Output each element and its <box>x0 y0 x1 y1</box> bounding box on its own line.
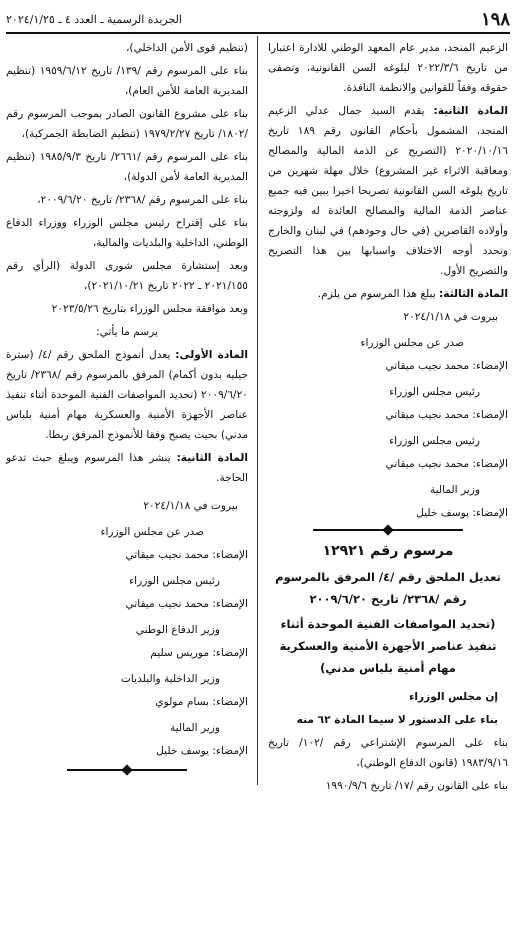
basis-line: بناء على القانون رقم /١٧/ تاريخ ١٩٩٠/٩/٦ <box>325 780 508 792</box>
signature-line: رئيس مجلس الوزراء <box>389 435 480 447</box>
signature-line: الإمضاء: موريس سليم <box>150 647 248 659</box>
signature-line: وزير الدفاع الوطني <box>135 624 220 636</box>
page-header <box>6 6 510 34</box>
left-column <box>6 38 248 781</box>
council-heading: إن مجلس الوزراء <box>408 691 498 703</box>
basis-line: بناء على المرسوم رقم /١٣٩/ تاريخ ١٩٥٩/٦/١٢ (تنظيم المديرية العامة للأمن العام)، <box>6 65 248 97</box>
article-text: يبلغ هذا المرسوم من يلزم. <box>317 288 436 300</box>
article-label: المادة الثانية: <box>433 105 508 117</box>
signature-line: رئيس مجلس الوزراء <box>389 386 480 398</box>
decree-title: مرسوم رقم ١٢٩٢١ <box>322 543 454 559</box>
signature-line: الإمضاء: محمد نجيب ميقاتي <box>385 458 508 470</box>
decree-subtitle: (تحديد المواصفات الفنية الموحدة أثناء تنفيذ عناصر الأجهزة الأمنية والعسكرية مهام أمنية بلباس مدني) <box>279 617 497 675</box>
signature-line: الإمضاء: يوسف خليل <box>156 745 248 757</box>
signature-line: صدر عن مجلس الوزراء <box>360 337 464 349</box>
signature-line: الإمضاء: بسام مولوي <box>155 696 248 708</box>
article-label: المادة الثانية: <box>176 452 248 464</box>
basis-line: بناء على المرسوم الإشتراعي رقم /١٠٢/ تاريخ ١٩٨٣/٩/١٦ (قانون الدفاع الوطني)، <box>268 737 508 769</box>
column-divider <box>257 36 258 785</box>
signature-line: الإمضاء: محمد نجيب ميقاتي <box>125 598 248 610</box>
basis-line: بناء على المرسوم رقم /٢٣٦٨/ تاريخ ٢٠٠٩/٦/٢٠، <box>37 194 248 206</box>
place-date: بيروت في ٢٠٢٤/١/١٨ <box>403 311 498 323</box>
basis-line: بناء على مشروع القانون الصادر بموجب المرسوم رقم /١٨٠٢/ تاريخ ١٩٧٩/٢/٢٧ (تنظيم الضابطة الجمركية)، <box>6 108 248 140</box>
signature-line: صدر عن مجلس الوزراء <box>100 526 204 538</box>
place-date: بيروت في ٢٠٢٤/١/١٨ <box>143 500 238 512</box>
article-2 <box>268 101 508 281</box>
article-2 <box>6 448 248 488</box>
section-separator <box>67 769 187 771</box>
article-text: يعدل أنموذج الملحق رقم /٤/ (سترة جيليه بدون أكمام) المرفق بالمرسوم رقم /٢٣٦٨/ تاريخ ٢٠٠٩/٦/٢٠ (تحديد المواصفات الفنية الموحدة أثناء تنفيذ عناصر الأجهزة الأمنية والعسكرية مهام أمنية بلباس مدني) بحيث يصبح وفقا للأنموذج المرفق ربطا. <box>6 349 248 441</box>
decree-subtitle: تعديل الملحق رقم /٤/ المرفق بالمرسوم رقم /٢٣٦٨/ تاريخ ٢٠٠٩/٦/٢٠ <box>275 570 501 606</box>
signature-line: وزير المالية <box>429 484 480 496</box>
decrees-heading: يرسم ما يأتي: <box>96 326 158 338</box>
basis-line: بناء على إقتراح رئيس مجلس الوزراء ووزراء الدفاع الوطني، الداخلية والبلديات والمالية، <box>6 217 248 249</box>
basis-line: وبعد إستشارة مجلس شورى الدولة (الرأي رقم ٢٠٢١/١٥٥ ـ ٢٠٢٢ تاريخ ٢٠٢١/١٠/٢١)، <box>6 260 248 292</box>
running-title: الجريدة الرسمية ـ العدد ٤ ـ ٢٠٢٤/١/٢٥ <box>6 12 182 26</box>
basis-line: بناء على الدستور لا سيما المادة ٦٢ منه <box>296 714 498 726</box>
basis-line: وبعد موافقة مجلس الوزراء بتاريخ ٢٠٢٣/٥/٢٦ <box>51 303 248 315</box>
article-1 <box>6 345 248 445</box>
article-3 <box>268 284 508 304</box>
article-label: المادة الأولى: <box>175 349 248 361</box>
basis-line: بناء على المرسوم رقم /٢٦٦١/ تاريخ ١٩٨٥/٩/٣ (تنظيم المديرية العامة لأمن الدولة)، <box>6 151 248 183</box>
basis-line: (تنظيم قوى الأمن الداخلي)، <box>126 42 248 54</box>
signature-line: رئيس مجلس الوزراء <box>129 575 220 587</box>
article-text: يقدم السيد جمال عدلي الزعيم المنجد، المشمول بأحكام القانون رقم ١٨٩ تاريخ ٢٠٢٠/١٠/١٦ (التصريح عن الذمة المالية والمصالح ومعاقبة الاثراء غير المشروع) خلال مهلة شهرين من تاريخ بلوغه السن القانونية تصريحا اخيرا يبين فيه جميع عناصر الذمة المالية والمصالح العائدة له ولزوجته وأولاده القاصرين (في حال وجودهم) في لبنان والخارج وتحدد أوجه الاختلاف واسبابها بين هذا التصريح والتصريح الأول. <box>268 105 508 277</box>
page-number: ١٩٨ <box>480 8 510 30</box>
signature-line: الإمضاء: محمد نجيب ميقاتي <box>385 409 508 421</box>
signature-line: الإمضاء: محمد نجيب ميقاتي <box>385 360 508 372</box>
signature-line: وزير المالية <box>169 722 220 734</box>
signature-line: الإمضاء: محمد نجيب ميقاتي <box>125 549 248 561</box>
article-label: المادة الثالثة: <box>439 288 508 300</box>
right-column <box>268 38 508 799</box>
signature-line: الإمضاء: يوسف خليل <box>416 507 508 519</box>
paragraph: الزعيم المنجد، مدير عام المعهد الوطني للادارة اعتبارا من تاريخ ٢٠٢٢/٣/٦ لبلوغه السن القانونية، وتصفى حقوقه وفقاً للقوانين والانظمة النافذة. <box>268 42 508 94</box>
signature-line: وزير الداخلية والبلديات <box>120 673 220 685</box>
article-text: ينشر هذا المرسوم ويبلغ حيث تدعو الحاجة. <box>6 452 248 484</box>
section-separator <box>313 529 463 531</box>
